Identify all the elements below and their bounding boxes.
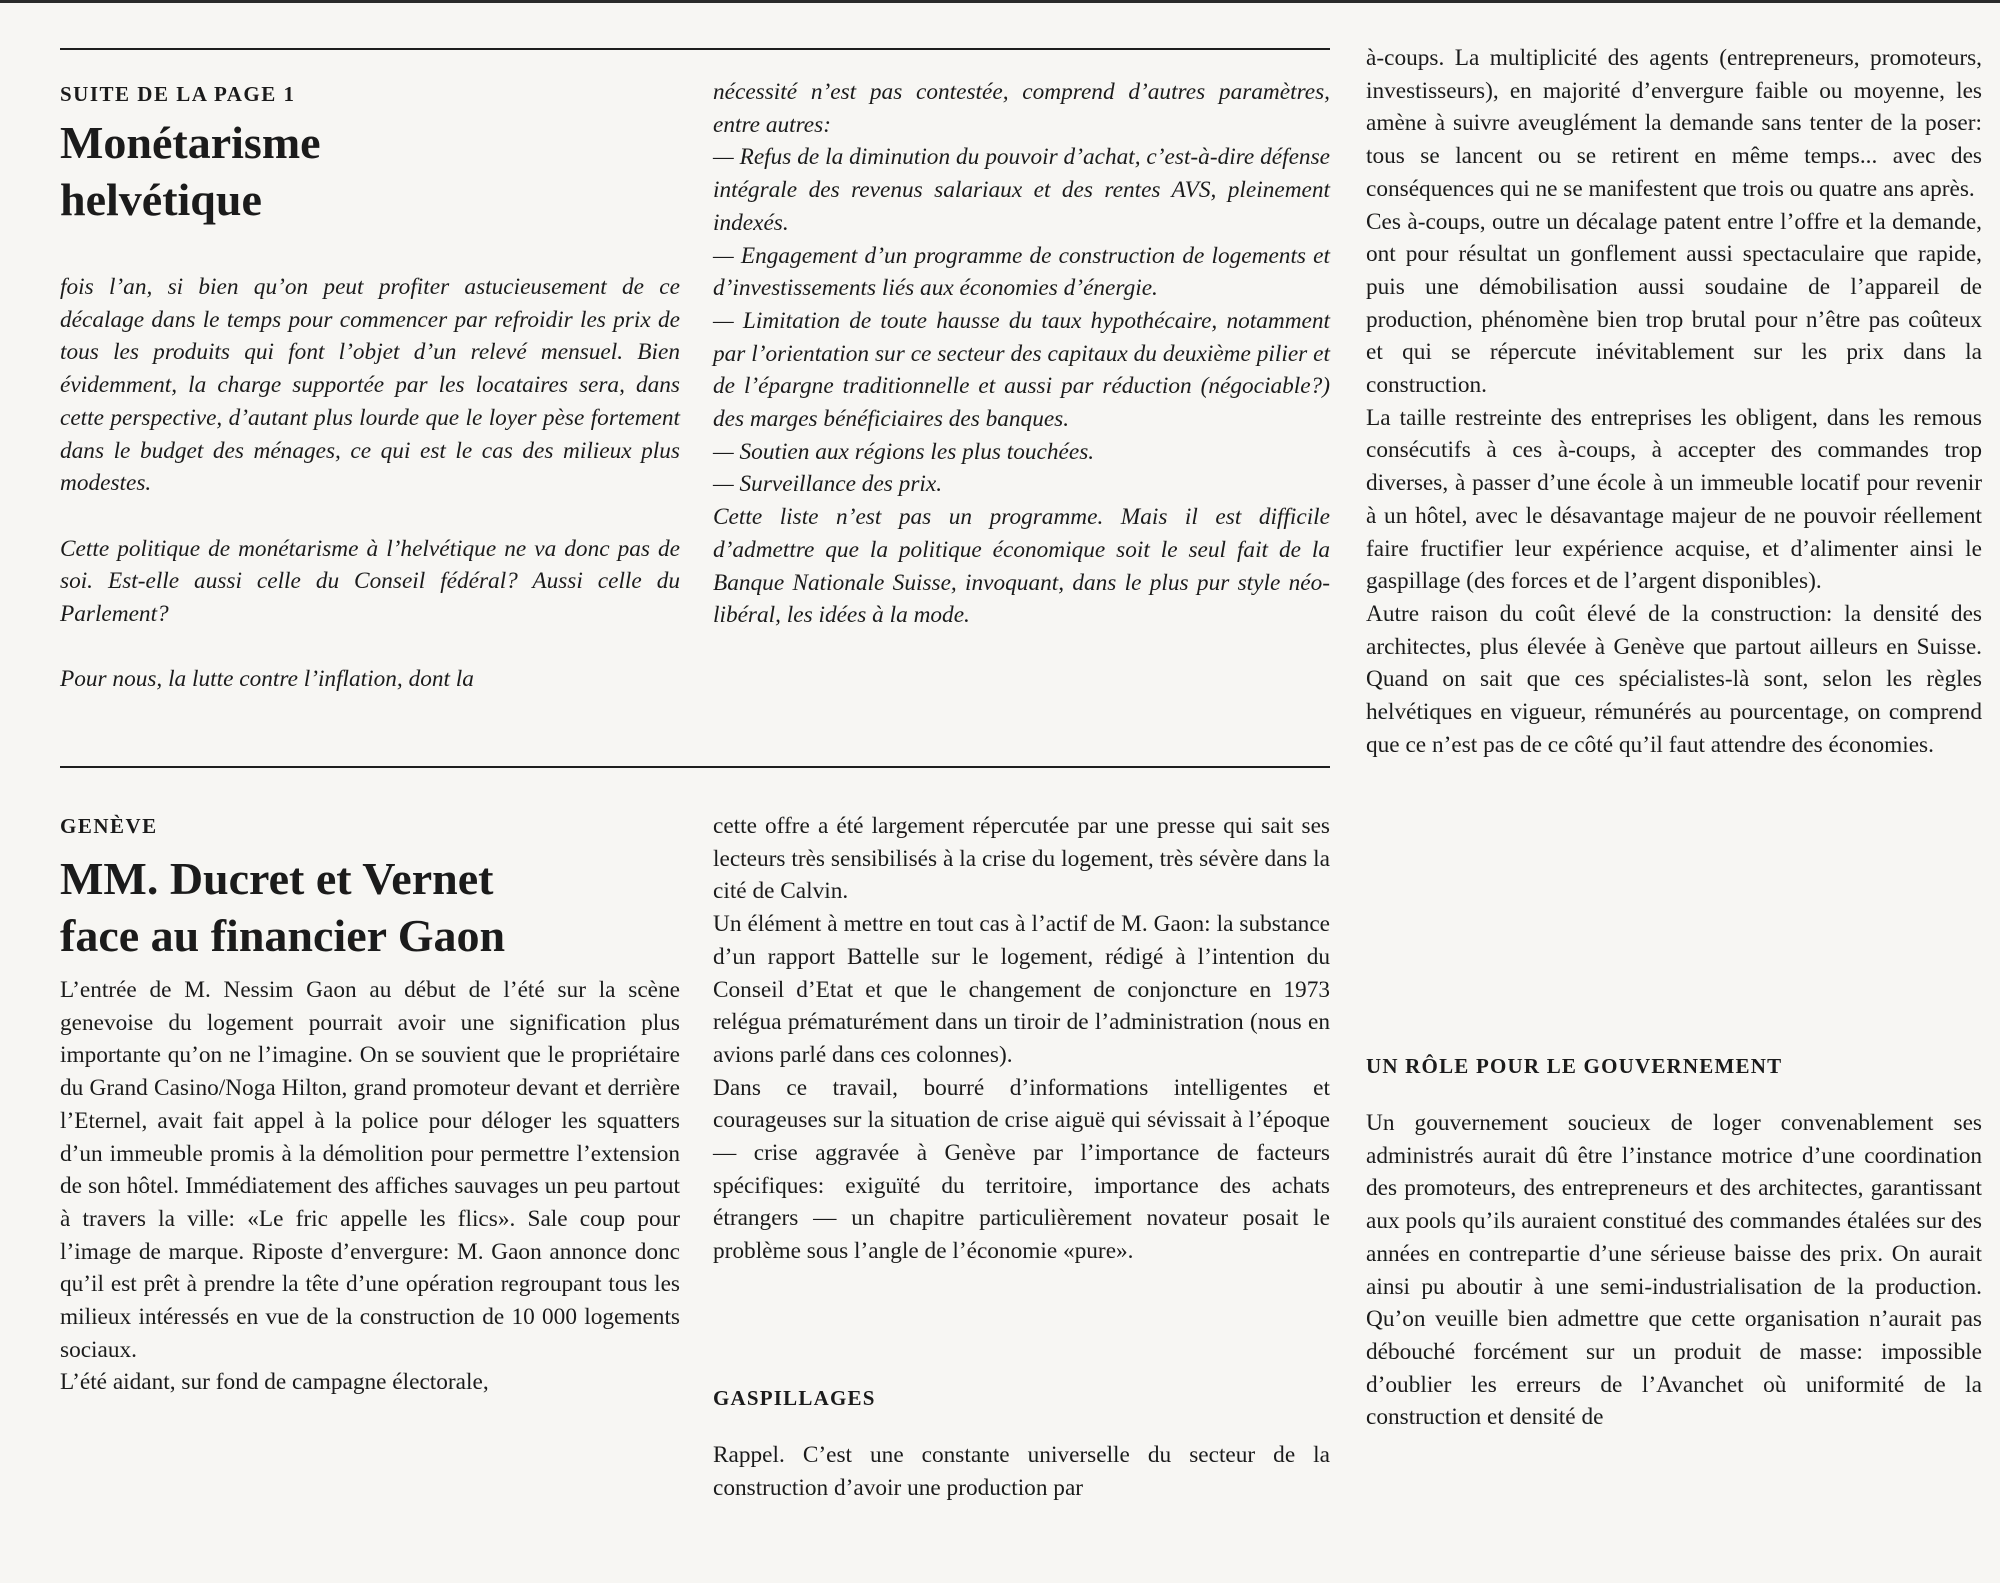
article2-col3-paragraph: Autre raison du coût élevé de la construction: la densité des architectes, plus élevée à Genève que partout ailleurs en Suisse. Quand on sait que ces spécialistes-là sont, selon les règles helvétiques en vigueur, rémunérés au pourcentage, on comprend que ce n’est pas de ce côté qu’il faut attendre des économies. <box>1366 600 1982 758</box>
article1-col2-list-item: — Limitation de toute hausse du taux hypothécaire, notamment par l’orientation sur ce secteur des capitaux du deuxième pilier et de l’épargne traditionnelle et aussi par réduction (négociable?) des marges bénéficiaires des banques. <box>713 307 1330 433</box>
article1-col2-list-item: — Soutien aux régions les plus touchées. <box>713 438 1095 465</box>
article1-column-2 <box>713 76 1330 632</box>
article2-col3b-paragraph: Un gouvernement soucieux de loger convenablement ses administrés aurait dû être l’instance motrice d’une coordination des promoteurs, des entrepreneurs et des architectes, garantissant aux pools qu’ils auraient constitué des commandes étalées sur des années en contrepartie d’une sérieuse baisse des prix. On aurait ainsi pu aboutir à une semi-industrialisation de la production. Qu’on veuille bien admettre que cette organisation n’aurait pas débouché forcément sur un produit de masse: impossible d’oublier les erreurs de l’Avanchet où uniformité de la construction et densité de <box>1366 1110 1982 1431</box>
article1-col2-list-item: — Refus de la diminution du pouvoir d’achat, c’est-à-dire défense intégrale des revenus salariaux et des rentes AVS, pleinement indexés. <box>713 144 1330 236</box>
subhead-gaspillages: GASPILLAGES <box>713 1386 876 1410</box>
article1-col1-paragraph: Cette politique de monétarisme à l’helvétique ne va donc pas de soi. Est-elle aussi celle du Conseil fédéral? Aussi celle du Parlement? <box>60 535 680 628</box>
article1-col2-paragraph: Cette liste n’est pas un programme. Mais il est difficile d’admettre que la politique économique soit le seul fait de la Banque Nationale Suisse, invoquant, dans le plus pur style néo-libéral, les idées à la mode. <box>713 504 1330 629</box>
article2-col2-paragraph: Un élément à mettre en tout cas à l’actif de M. Gaon: la substance d’un rapport Battelle sur le logement, rédigé à l’intention du Conseil d’Etat et que le changement de conjoncture en 1973 relégua prématurément dans un tiroir de l’administration (nous en avions parlé dans ces colonnes). <box>713 911 1330 1068</box>
article1-title-line1: Monétarisme <box>60 117 321 168</box>
article2-title <box>60 850 505 964</box>
article2-column-3-continued <box>1366 1107 1982 1434</box>
article2-column-1 <box>60 974 680 1399</box>
article2-column-2 <box>713 810 1330 1268</box>
subhead-un-role-pour-le-gouvernement: UN RÔLE POUR LE GOUVERNEMENT <box>1366 1054 1783 1078</box>
article2-col3-paragraph: à-coups. La multiplicité des agents (entrepreneurs, promoteurs, investisseurs), en majorité d’envergure faible ou moyenne, les amène à suivre aveuglément la demande sans tenter de la poser: tous se lancent ou se retirent en même temps... avec des conséquences qui ne se manifestent que trois ou quatre ans après. <box>1366 45 1982 202</box>
article2-col2b-paragraph: Rappel. C’est une constante universelle du secteur de la construction d’avoir une production par <box>713 1442 1330 1501</box>
article1-kicker: SUITE DE LA PAGE 1 <box>60 82 296 106</box>
section-rule-middle <box>60 766 1330 768</box>
article2-title-line1: MM. Ducret et Vernet <box>60 853 494 904</box>
top-border <box>0 0 2000 3</box>
article2-column-2-continued <box>713 1439 1330 1504</box>
article2-title-line2: face au financier Gaon <box>60 910 506 961</box>
article1-col2-list-item: — Engagement d’un programme de construction de logements et d’investissements liés aux économies d’énergie. <box>713 242 1330 302</box>
article1-col1-paragraph: Pour nous, la lutte contre l’inflation, dont la <box>60 666 474 693</box>
section-rule-top <box>60 48 1330 50</box>
article1-column-1 <box>60 271 680 696</box>
article1-title <box>60 114 321 228</box>
article1-col1-paragraph: fois l’an, si bien qu’on peut profiter astucieusement de ce décalage dans le temps pour commencer par refroidir les prix de tous les produits qui font l’objet d’un relevé mensuel. Bien évidemment, la charge supportée par les locataires sera, dans cette perspective, d’autant plus lourde que le loyer pèse fortement dans le budget des ménages, ce qui est le cas des milieux plus modestes. <box>60 274 680 497</box>
article2-col1-paragraph: L’entrée de M. Nessim Gaon au début de l’été sur la scène genevoise du logement pourrait avoir une signification plus importante qu’on ne l’imagine. On se souvient que le propriétaire du Grand Casino/Noga Hilton, grand promoteur devant et derrière l’Eternel, avait fait appel à la police pour déloger les squatters d’un immeuble promis à la démolition pour permettre l’extension de son hôtel. Immédiatement des affiches sauvages un peu partout à travers la ville: «Le fric appelle les flics». Sale coup pour l’image de marque. Riposte d’envergure: M. Gaon annonce donc qu’il est prêt à prendre la tête d’une opération regroupant tous les milieux intéressés en vue de la construction de 10 000 logements sociaux. <box>60 977 680 1363</box>
article2-col3-paragraph: La taille restreinte des entreprises les obligent, dans les remous consécutifs à ces à-coups, à accepter des commandes trop diverses, à passer d’une école à un immeuble locatif pour revenir à un hôtel, avec le désavantage majeur de ne pouvoir réellement faire fructifier leur expérience acquise, et d’alimenter ainsi le gaspillage (des forces et de l’argent disponibles). <box>1366 404 1982 595</box>
article2-col2-paragraph: Dans ce travail, bourré d’informations intelligentes et courageuses sur la situation de crise aiguë qui sévissait à l’époque — crise aggravée à Genève par l’importance de facteurs spécifiques: exiguïté du territoire, importance des achats étrangers — un chapitre particulièrement novateur posait le problème sous l’angle de l’économie «pure». <box>713 1074 1330 1265</box>
article2-col1-paragraph: L’été aidant, sur fond de campagne électorale, <box>60 1369 489 1396</box>
article1-col2-paragraph: nécessité n’est pas contestée, comprend d’autres paramètres, entre autres: <box>713 79 1330 138</box>
article2-col2-paragraph: cette offre a été largement répercutée par une presse qui sait ses lecteurs très sensibilisés à la crise du logement, très sévère dans la cité de Calvin. <box>713 813 1330 905</box>
article2-column-3 <box>1366 42 1982 761</box>
article1-col2-list-item: — Surveillance des prix. <box>713 471 943 498</box>
article2-kicker: GENÈVE <box>60 814 158 838</box>
article1-title-line2: helvétique <box>60 174 262 225</box>
article2-col3-paragraph: Ces à-coups, outre un décalage patent entre l’offre et la demande, ont pour résultat un gonflement aussi spectaculaire que rapide, puis une démobilisation aussi soudaine de l’appareil de production, phénomène bien trop brutal pour n’être pas coûteux et qui se répercute inévitablement sur les prix dans la construction. <box>1366 208 1982 399</box>
